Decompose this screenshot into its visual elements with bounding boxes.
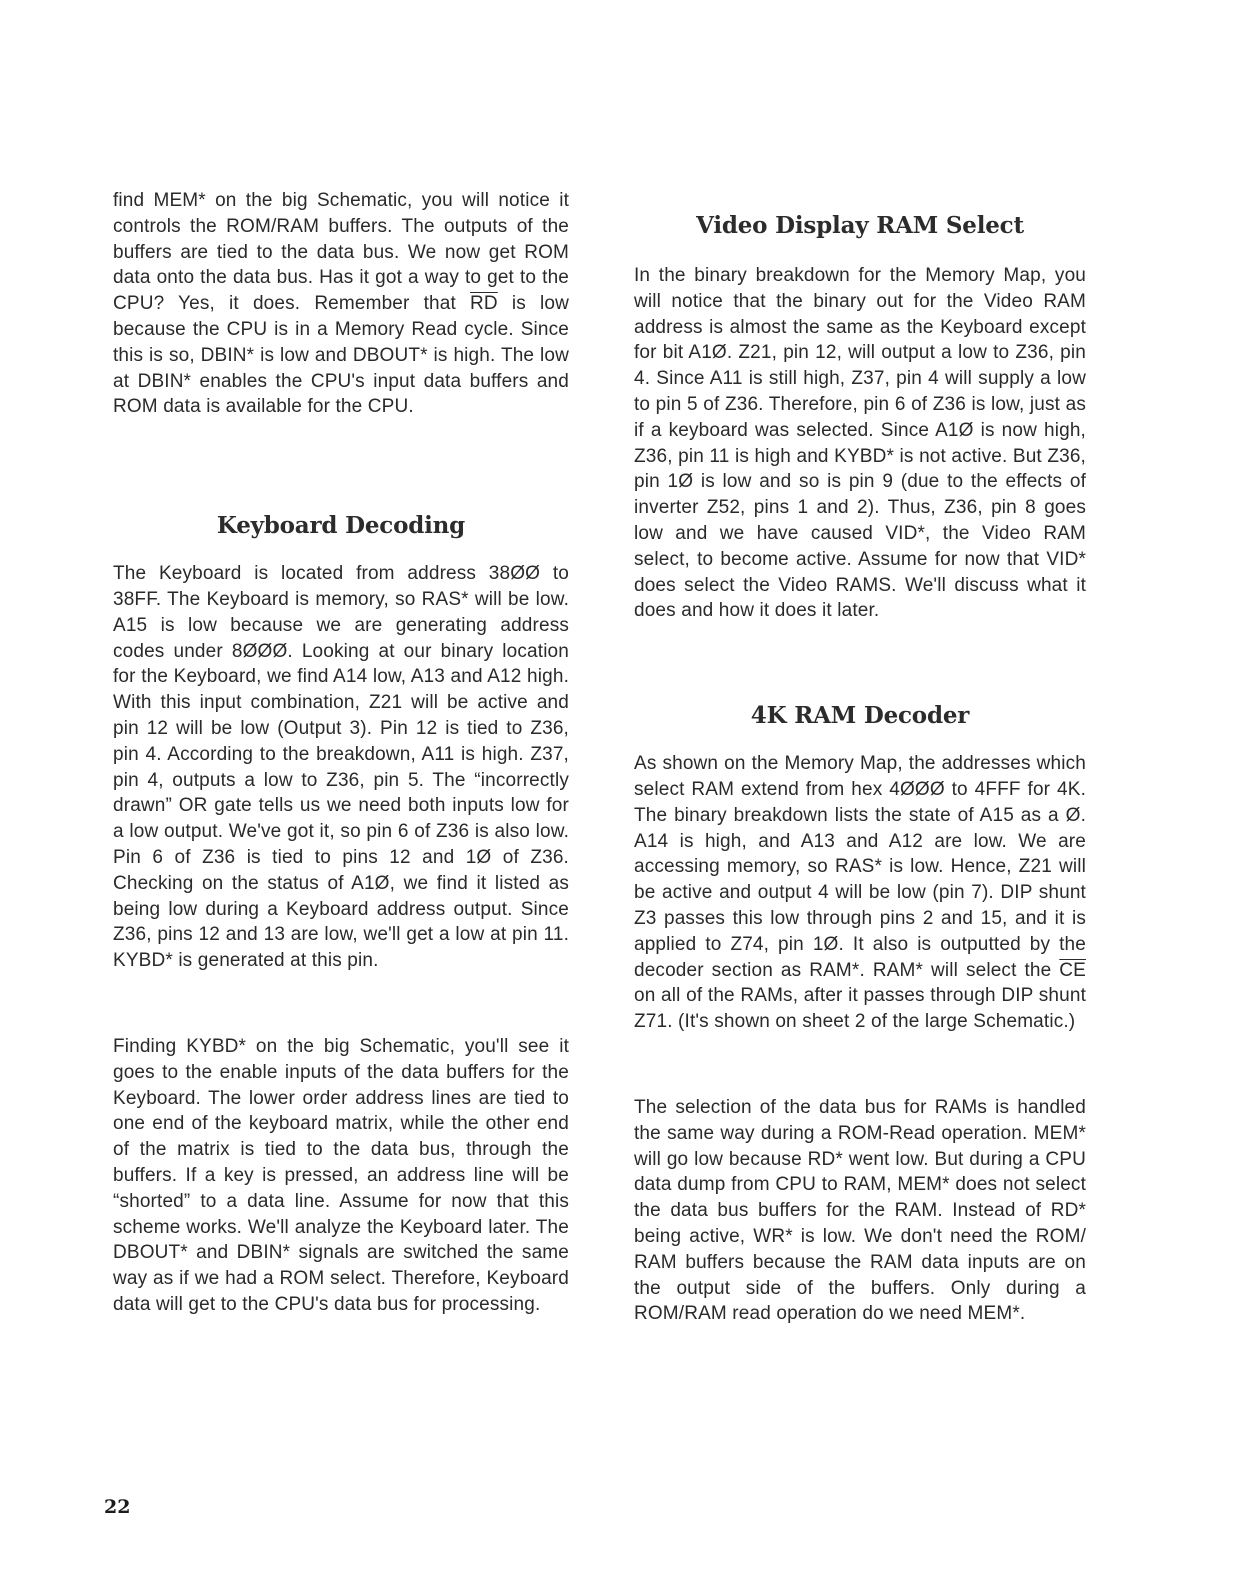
left-paragraph-kybd-schematic: Finding KYBD* on the big Schematic, you'll see it goes to the enable inputs of the data buffers for the Keyboard. The lower order address lines are tied to one end of the keyboard matrix, while the other end of the matrix is tied to the data bus, through the buffers. If a key is pressed, an address line will be “shorted” to a data line. Assume for now that this scheme works. We'll analyze the Keyboard later. The DBOUT* and DBIN* signals are switched the same way as if we had a ROM select. Therefore, Keyboard data will get to the CPU's data bus for processing. [113, 1035, 569, 1315]
right-paragraph-video-ram: In the binary breakdown for the Memory Map, you will notice that the binary out for the Video RAM address is almost the same as the Keyboard except for bit A1Ø. Z21, pin 12, will output a low to Z36, pin 4. Since A11 is still high, Z37, pin 4 will supply a low to pin 5 of Z36. Therefore, pin 6 of Z36 is low, just as if a keyboard was selected. Since A1Ø is now high, Z36, pin 11 is high and KYBD* is not active. But Z36, pin 1Ø is low and so is pin 9 (due to the effects of inverter Z52, pins 1 and 2). Thus, Z36, pin 8 goes low and we have caused VID*, the Video RAM select, to become active. Assume for now that VID* does select the Video RAMS. We'll discuss what it does and how it does it later. [634, 265, 1086, 622]
right-paragraph-2-text-a: As shown on the Memory Map, the addresses which select RAM extend from hex 4ØØØ to 4FFF for 4K. The binary breakdown lists the state of A15 as a Ø. A14 is high, and A13 and A12 are low. We are accessing memory, so RAS* is low. Hence, Z21 will be active and output 4 will be low (pin 7). DIP shunt Z3 passes this low through pins 2 and 15, and it is applied to Z74, pin 1Ø. It also is outputted by the decoder section as RAM*. RAM* will select the [634, 753, 1086, 981]
right-column [634, 212, 1086, 1327]
heading-4k-ram-decoder: 4K RAM Decoder [750, 702, 970, 730]
left-paragraph-1-text-a: find MEM* on the big Schematic, you will notice it controls the ROM/RAM buffers. The outputs of the buffers are tied to the data bus. We now get ROM data onto the data bus. Has it got a way to get to the CPU? Yes, it does. Remember that [113, 190, 569, 315]
left-column [113, 188, 569, 1318]
page-number: 22 [104, 1496, 131, 1518]
ce-overline-signal: $\overline{CE}$ [1059, 959, 1086, 981]
heading-keyboard-decoding: Keyboard Decoding [216, 512, 466, 540]
left-paragraph-keyboard-address: The Keyboard is located from address 38ØØ to 38FF. The Keyboard is memory, so RAS* will be low. A15 is low because we are generating address codes under 8ØØØ. Looking at our binary location for the Keyboard, we find A14 low, A13 and A12 high. With this input combination, Z21 will be active and pin 12 will be low (Output 3). Pin 12 is tied to Z36, pin 4. According to the breakdown, A11 is high. Z37, pin 4, outputs a low to Z36, pin 5. The “incorrectly drawn” OR gate tells us we need both inputs low for a low output. We've got it, so pin 6 of Z36 is also low. Pin 6 of Z36 is tied to pins 12 and 1Ø of Z36. Checking on the status of A1Ø, we find it listed as being low during a Keyboard address output. Since Z36, pins 12 and 13 are low, we'll get a low at pin 11. KYBD* is generated at this pin. [113, 563, 569, 972]
left-paragraph-mem-buffers [113, 188, 569, 420]
right-paragraph-4k-ram [634, 751, 1086, 1035]
rd-overline-signal: $\overline{RD}$ [470, 293, 498, 315]
heading-video-display-ram-select: Video Display RAM Select [696, 212, 1024, 239]
right-paragraph-data-bus-selection: The selection of the data bus for RAMs is handled the same way during a ROM-Read operation. MEM* will go low because RD* went low. But during a CPU data dump from CPU to RAM, MEM* does not select the data bus buffers for the RAM. Instead of RD* being active, WR* is low. We don't need the ROM/ RAM buffers because the RAM data inputs are on the output side of the buffers. Only during a ROM/RAM read operation do we need MEM*. [634, 1096, 1086, 1325]
left-paragraph-1-text-b: is low because the CPU is in a Memory Read cycle. Since this is so, DBIN* is low and DBOUT* is high. The low at DBIN* enables the CPU's input data buffers and ROM data is available for the CPU. [113, 293, 569, 418]
right-paragraph-2-text-b: on all of the RAMs, after it passes through DIP shunt Z71. (It's shown on sheet 2 of the large Schematic.) [634, 985, 1086, 1033]
